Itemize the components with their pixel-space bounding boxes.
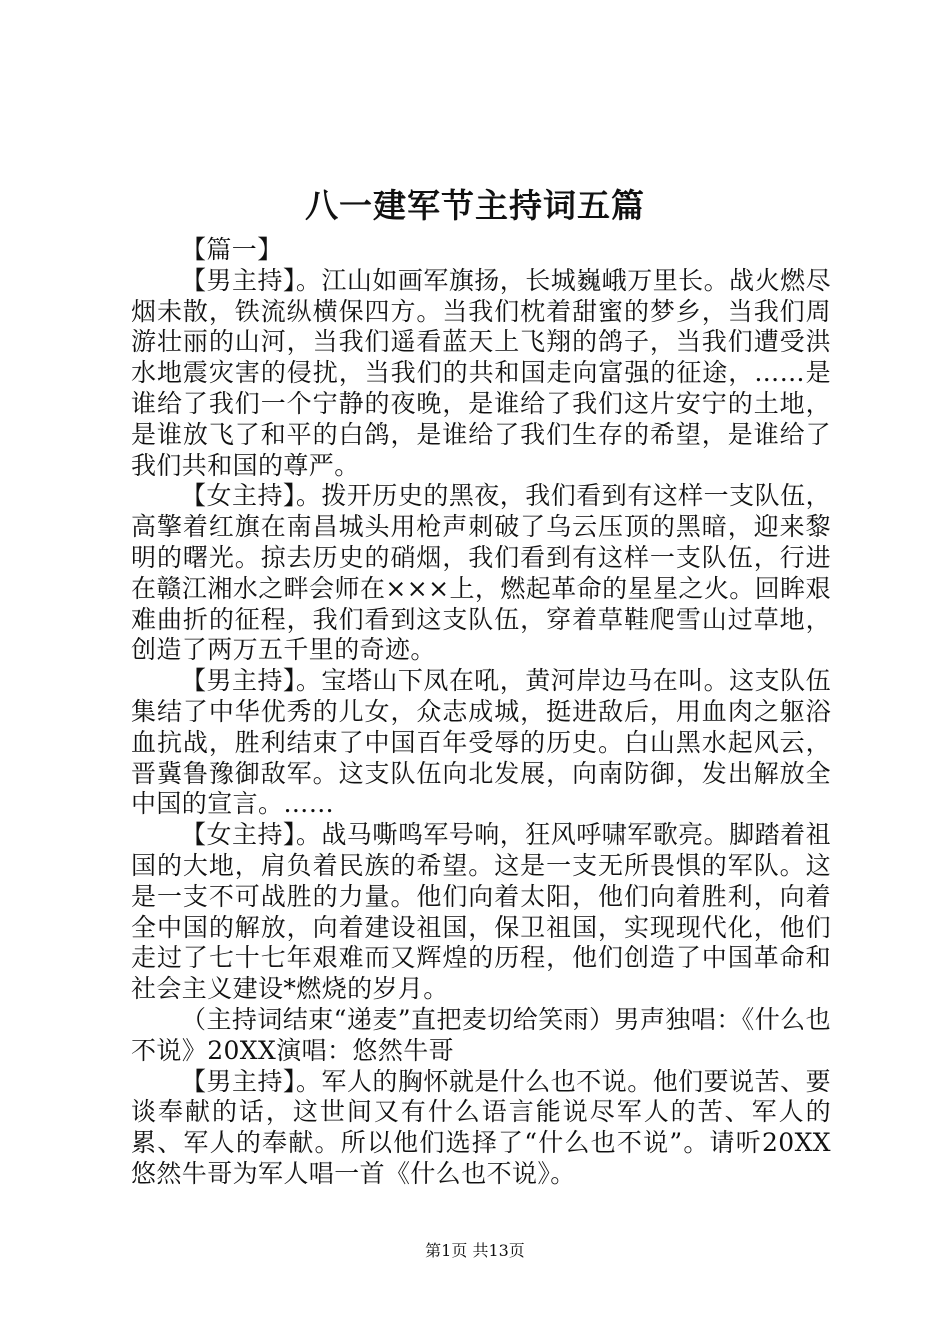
page-number-footer: 第1页 共13页 bbox=[425, 1241, 525, 1260]
paragraph: 【女主持】。拨开历史的黑夜，我们看到有这样一支队伍，高擎着红旗在南昌城头用枪声刺破了乌云压顶的黑暗，迎来黎明的曙光。掠去历史的硝烟，我们看到有这样一支队伍，行进在赣江湘水之畔会师在×××上，燃起革命的星星之火。回眸艰难曲折的征程，我们看到这支队伍，穿着草鞋爬雪山过草地，创造了两万五千里的奇迹。 bbox=[131, 481, 831, 665]
document-body bbox=[131, 235, 831, 1190]
document-title: 八一建军节主持词五篇 bbox=[305, 186, 645, 225]
paragraph: 【男主持】。军人的胸怀就是什么也不说。他们要说苦、要谈奉献的话，这世间又有什么语言能说尽军人的苦、军人的累、军人的奉献。所以他们选择了“什么也不说”。请听20XX悠然牛哥为军人唱一首《什么也不说》。 bbox=[131, 1066, 831, 1188]
paragraph: 【男主持】。江山如画军旗扬，长城巍峨万里长。战火燃尽烟未散，铁流纵横保四方。当我们枕着甜蜜的梦乡，当我们周游壮丽的山河，当我们遥看蓝天上飞翔的鸽子，当我们遭受洪水地震灾害的侵扰，当我们的共和国走向富强的征途，……是谁给了我们一个宁静的夜晚，是谁给了我们这片安宁的土地，是谁放飞了和平的白鸽，是谁给了我们生存的希望，是谁给了我们共和国的尊严。 bbox=[131, 265, 831, 480]
paragraph: 【男主持】。宝塔山下凤在吼，黄河岸边马在叫。这支队伍集结了中华优秀的儿女，众志成城，挺进敌后，用血肉之躯浴血抗战，胜利结束了中国百年受辱的历史。白山黑水起风云，晋冀鲁豫御敌军。这支队伍向北发展，向南防御，发出解放全中国的宣言。…… bbox=[131, 666, 831, 819]
paragraph: 【女主持】。战马嘶鸣军号响，狂风呼啸军歌亮。脚踏着祖国的大地，肩负着民族的希望。这是一支无所畏惧的军队。这是一支不可战胜的力量。他们向着太阳，他们向着胜利，向着全中国的解放，向着建设祖国，保卫祖国，实现现代化，他们走过了七十七年艰难而又辉煌的历程，他们创造了中国革命和社会主义建设*燃烧的岁月。 bbox=[131, 820, 831, 1004]
paragraph-section-heading: 【篇一】 bbox=[181, 235, 283, 264]
paragraph: （主持词结束“递麦”直把麦切给笑雨）男声独唱：《什么也不说》20XX演唱：悠然牛哥 bbox=[131, 1004, 831, 1065]
